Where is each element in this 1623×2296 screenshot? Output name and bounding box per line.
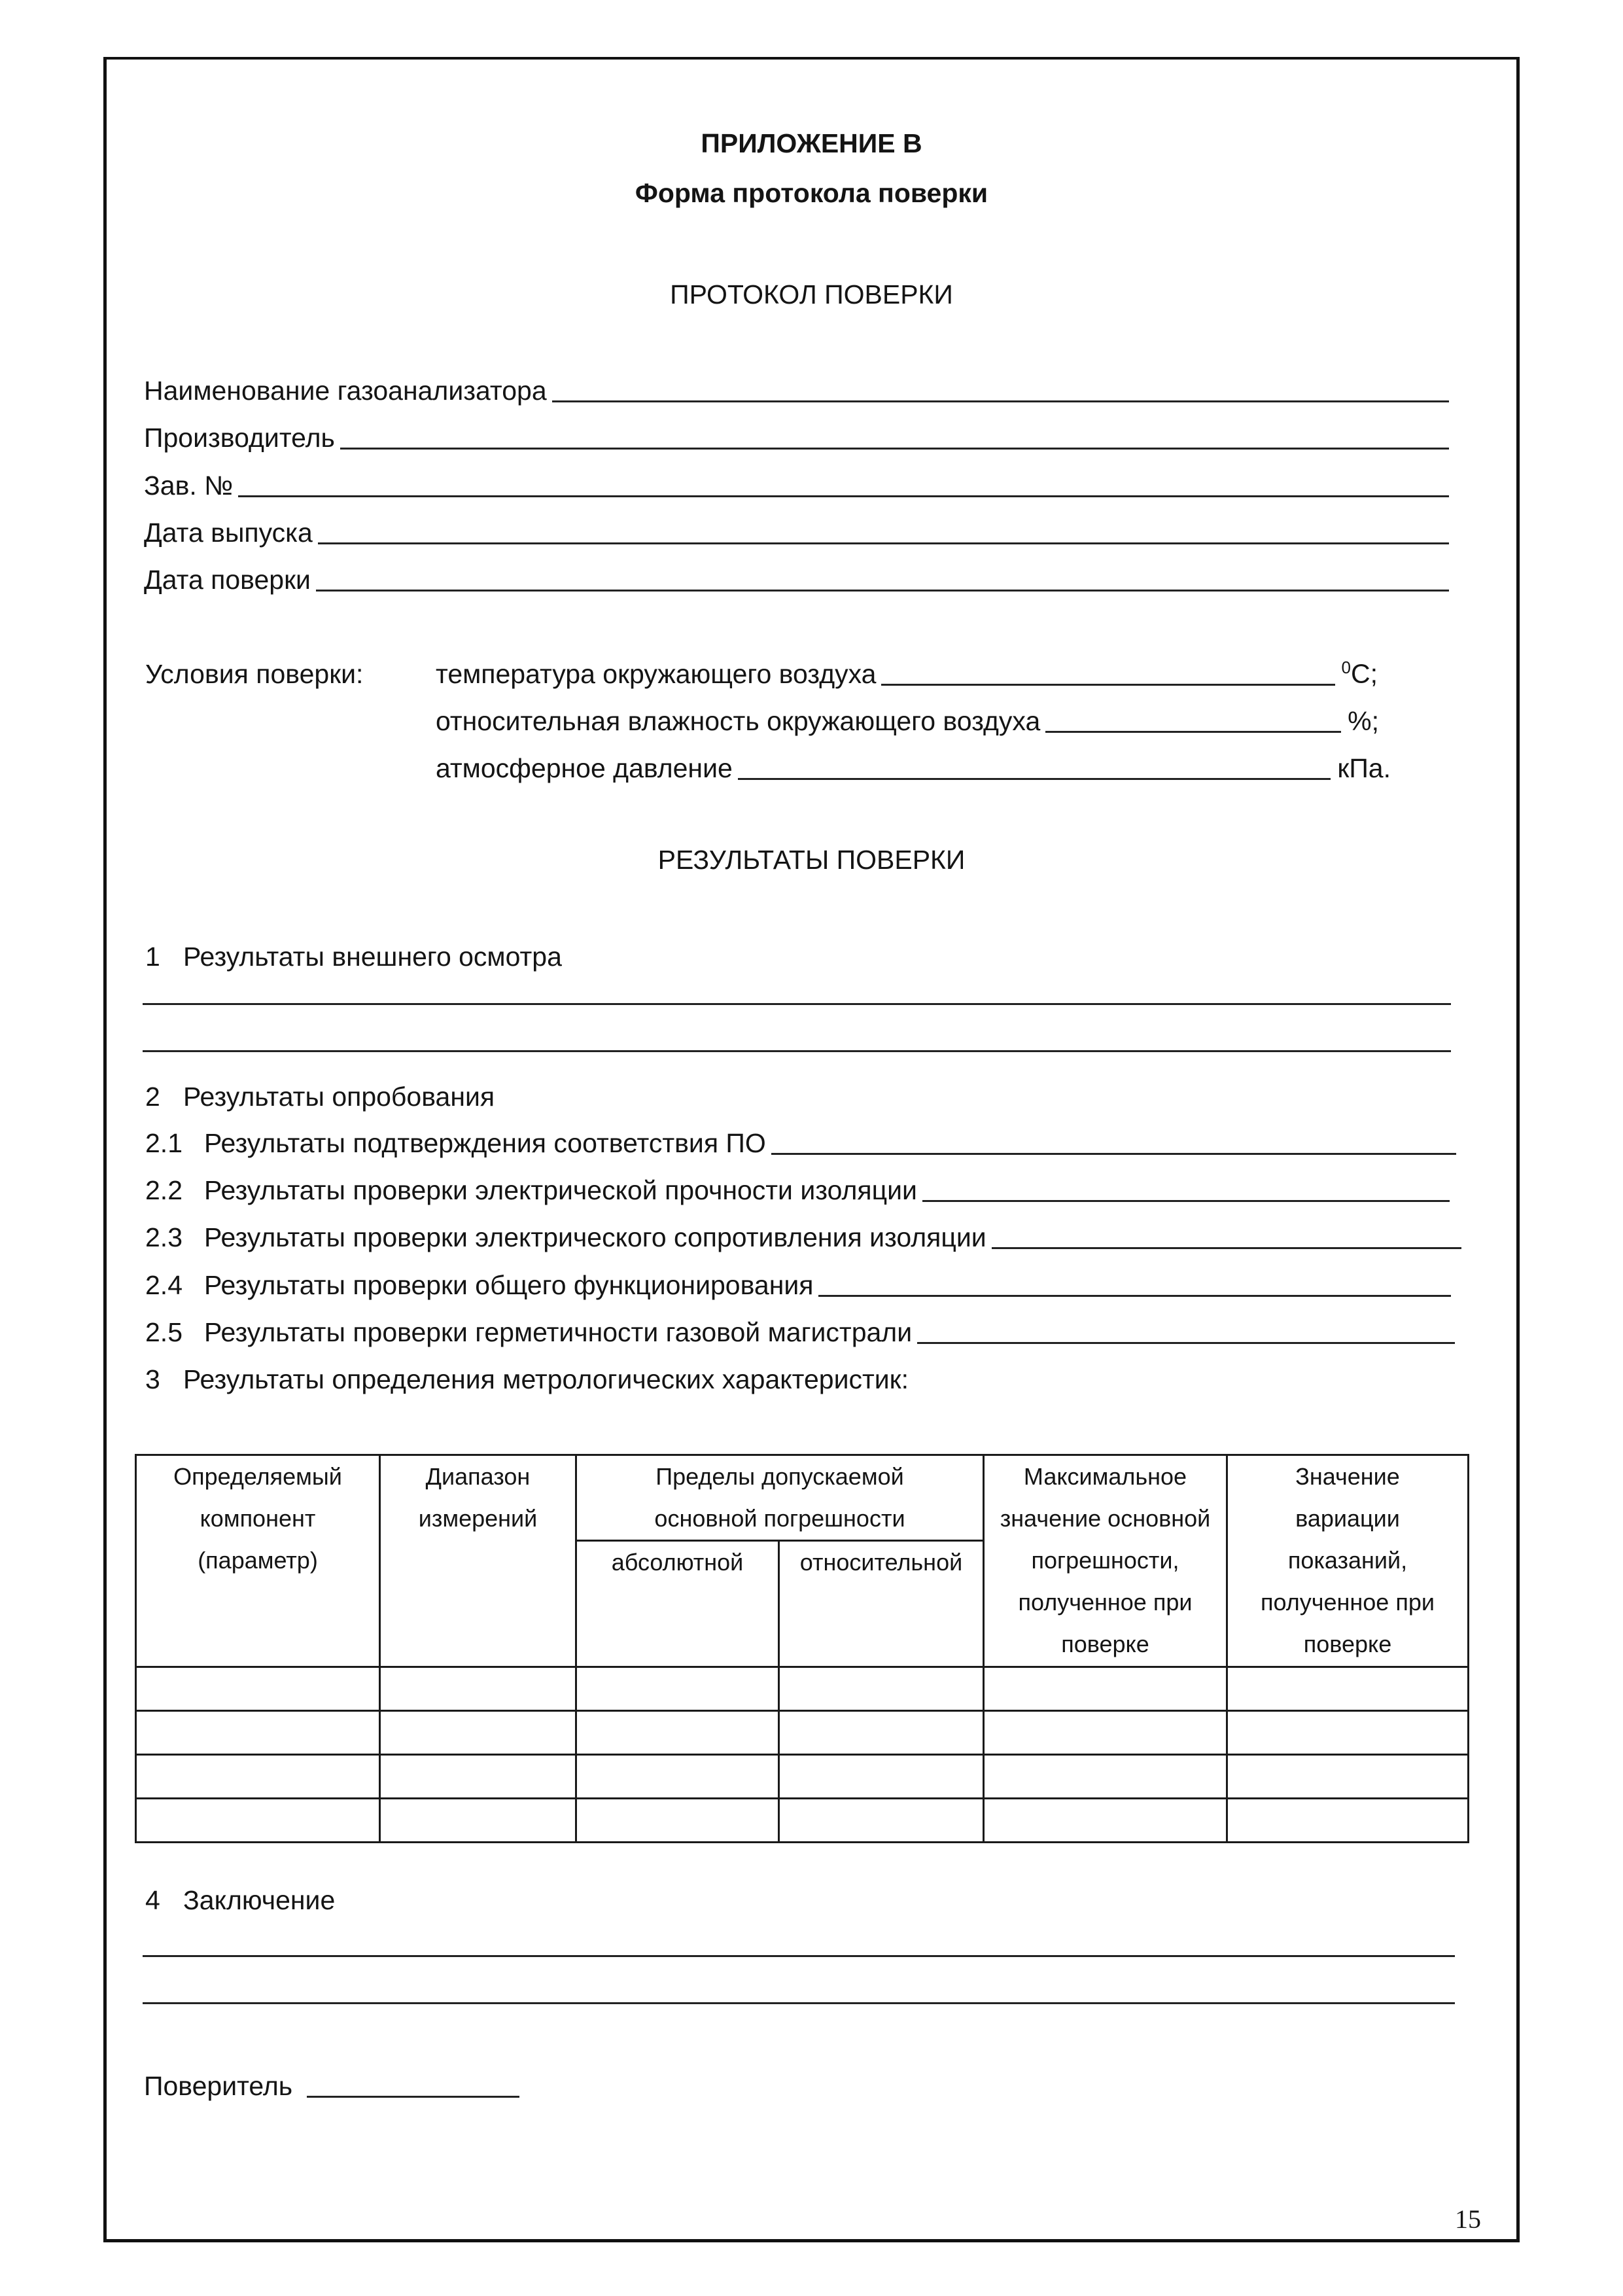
field-serial-number[interactable] xyxy=(144,470,1449,501)
answer-line[interactable] xyxy=(143,1050,1451,1052)
field-manufacturer[interactable] xyxy=(144,422,1449,453)
col-header-variation: Значение вариации показаний, полученное при поверке xyxy=(1227,1455,1469,1667)
form-subtitle: Форма протокола поверки xyxy=(635,178,988,208)
table-cell[interactable] xyxy=(380,1667,576,1711)
table-cell[interactable] xyxy=(380,1799,576,1843)
protocol-title: ПРОТОКОЛ ПОВЕРКИ xyxy=(670,279,953,309)
table-cell[interactable] xyxy=(576,1799,779,1843)
field-verification-date[interactable] xyxy=(144,564,1449,595)
field-label: Поверитель xyxy=(144,2071,293,2101)
field-label: Производитель xyxy=(144,423,335,453)
table-row xyxy=(136,1799,1469,1843)
field-2-4[interactable] xyxy=(145,1269,1451,1301)
col-header-relative: относительной xyxy=(779,1541,984,1667)
table-cell[interactable] xyxy=(779,1799,984,1843)
field-release-date[interactable] xyxy=(144,517,1449,548)
field-label: Зав. № xyxy=(144,470,234,501)
section-4: 4 Заключение xyxy=(145,1885,336,1915)
field-2-1[interactable] xyxy=(145,1127,1456,1159)
table-cell[interactable] xyxy=(984,1799,1227,1843)
table-cell[interactable] xyxy=(136,1667,380,1711)
field-label: Дата выпуска xyxy=(144,518,313,548)
table-cell[interactable] xyxy=(136,1799,380,1843)
table-cell[interactable] xyxy=(380,1711,576,1755)
field-label: Наименование газоанализатора xyxy=(144,376,547,406)
field-pressure[interactable] xyxy=(436,752,1391,784)
section-3: 3 Результаты определения метрологических характеристик: xyxy=(145,1364,909,1394)
unit-kpa: кПа. xyxy=(1337,753,1391,783)
section-1: 1 Результаты внешнего осмотра xyxy=(145,942,562,972)
table-cell[interactable] xyxy=(136,1755,380,1799)
col-header-range: Диапазон измерений xyxy=(380,1455,576,1667)
field-label: относительная влажность окружающего воздуха xyxy=(436,706,1041,736)
table-cell[interactable] xyxy=(779,1755,984,1799)
answer-line[interactable] xyxy=(143,1955,1455,1957)
results-title: РЕЗУЛЬТАТЫ ПОВЕРКИ xyxy=(657,845,966,875)
col-header-component: Определяемый компонент (параметр) xyxy=(136,1455,380,1667)
table-cell[interactable] xyxy=(779,1667,984,1711)
item-label: 2.2 Результаты проверки электрической прочности изоляции xyxy=(145,1175,917,1205)
unit-celsius: $^0$С; xyxy=(1341,658,1378,689)
field-label: температура окружающего воздуха xyxy=(436,659,877,689)
field-humidity[interactable] xyxy=(436,705,1379,737)
metrology-table xyxy=(135,1454,1469,1843)
table-cell[interactable] xyxy=(984,1667,1227,1711)
table-cell[interactable] xyxy=(779,1711,984,1755)
table-cell[interactable] xyxy=(576,1711,779,1755)
col-header-limits: Пределы допускаемой основной погрешности xyxy=(576,1455,984,1541)
table-cell[interactable] xyxy=(1227,1799,1469,1843)
section-2: 2 Результаты опробования xyxy=(145,1082,495,1112)
appendix-title: ПРИЛОЖЕНИЕ В xyxy=(701,128,922,158)
table-cell[interactable] xyxy=(136,1711,380,1755)
table-cell[interactable] xyxy=(984,1755,1227,1799)
table-cell[interactable] xyxy=(1227,1667,1469,1711)
table-cell[interactable] xyxy=(576,1667,779,1711)
table-cell[interactable] xyxy=(1227,1755,1469,1799)
field-2-3[interactable] xyxy=(145,1222,1461,1253)
col-header-max-error: Максимальное значение основной погрешности, полученное при поверке xyxy=(984,1455,1227,1667)
conditions-label: Условия поверки: xyxy=(145,659,364,689)
table-row xyxy=(136,1667,1469,1711)
col-header-absolute: абсолютной xyxy=(576,1541,779,1667)
item-label: 2.1 Результаты подтверждения соответствия ПО xyxy=(145,1128,766,1158)
table-cell[interactable] xyxy=(984,1711,1227,1755)
table-cell[interactable] xyxy=(576,1755,779,1799)
field-2-2[interactable] xyxy=(145,1174,1450,1206)
field-device-name[interactable] xyxy=(144,375,1449,406)
item-label: 2.3 Результаты проверки электрического сопротивления изоляции xyxy=(145,1222,986,1252)
answer-line[interactable] xyxy=(143,2002,1455,2004)
unit-percent: %; xyxy=(1348,706,1379,736)
answer-line[interactable] xyxy=(143,1003,1451,1005)
field-label: атмосферное давление xyxy=(436,753,733,783)
item-label: 2.4 Результаты проверки общего функционирования xyxy=(145,1270,814,1300)
item-label: 2.5 Результаты проверки герметичности газовой магистрали xyxy=(145,1317,913,1347)
field-temperature[interactable] xyxy=(436,658,1378,690)
table-row xyxy=(136,1711,1469,1755)
field-verifier[interactable] xyxy=(144,2070,519,2102)
table-cell[interactable] xyxy=(1227,1711,1469,1755)
table-row xyxy=(136,1755,1469,1799)
field-2-5[interactable] xyxy=(145,1316,1455,1348)
field-label: Дата поверки xyxy=(144,565,311,595)
table-cell[interactable] xyxy=(380,1755,576,1799)
page-number: 15 xyxy=(1455,2204,1481,2234)
